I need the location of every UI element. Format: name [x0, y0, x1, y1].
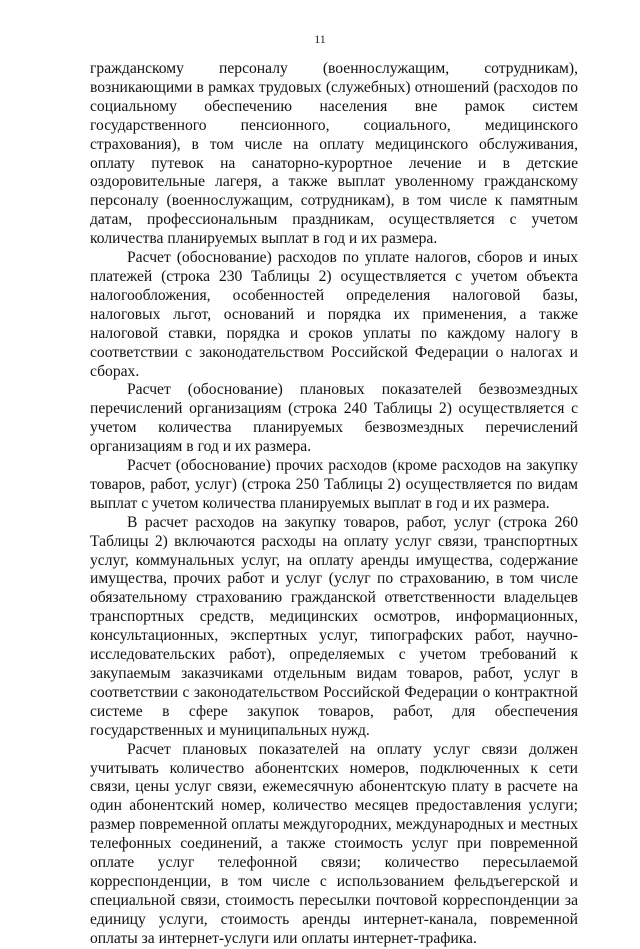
document-body [90, 60, 578, 949]
paragraph-continuation: гражданскому персоналу (военнослужащим, сотрудникам), возникающими в рамках трудовых (служебных) отношений (расходов по социальному обеспечению населения вне рамок систем государственного пенсионного, социального, медицинского страхования), в том числе на оплату медицинского обслуживания, оплату путевок на санаторно-курортное лечение и в детские оздоровительные лагеря, а также выплат уволенному гражданскому персоналу (военнослужащим, сотрудникам), в том числе к памятным датам, профессиональным праздникам, осуществляется с учетом количества планируемых выплат в год и их размера. [90, 60, 578, 248]
paragraph-gratuitous-transfers: Расчет (обоснование) плановых показателей безвозмездных перечислений организациям (строка 240 Таблицы 2) осуществляется с учетом количества планируемых безвозмездных перечислений организациям в год и их размера. [90, 381, 578, 456]
paragraph-communication-services: Расчет плановых показателей на оплату услуг связи должен учитывать количество абонентских номеров, подключенных к сети связи, цены услуг связи, ежемесячную абонентскую плату в расчете на один абонентский номер, количество месяцев предоставления услуги; размер повременной оплаты междугородних, международных и местных телефонных соединений, а также стоимость услуг при повременной оплате услуг телефонной связи; количество пересылаемой корреспонденции, в том числе с использованием фельдъегерской и специальной связи, стоимость пересылки почтовой корреспонденции за единицу услуги, стоимость аренды интернет-канала, повременной оплаты за интернет-услуги или оплаты интернет-трафика. [90, 740, 578, 947]
paragraph-taxes: Расчет (обоснование) расходов по уплате налогов, сборов и иных платежей (строка 230 Таблицы 2) осуществляется с учетом объекта налогообложения, особенностей определения налоговой базы, налоговых льгот, оснований и порядка их применения, а также налоговой ставки, порядка и сроков уплаты по каждому налогу в соответствии с законодательством Российской Федерации о налогах и сборах. [90, 249, 578, 380]
paragraph-other-expenses: Расчет (обоснование) прочих расходов (кроме расходов на закупку товаров, работ, услуг) (строка 250 Таблицы 2) осуществляется по видам выплат с учетом количества планируемых выплат в год и их размера. [90, 457, 578, 512]
page-number: 11 [314, 32, 326, 46]
paragraph-procurement: В расчет расходов на закупку товаров, работ, услуг (строка 260 Таблицы 2) включаются расходы на оплату услуг связи, транспортных услуг, коммунальных услуг, на оплату аренды имущества, содержание имущества, прочих работ и услуг (услуг по страхованию, в том числе обязательному страхованию гражданской ответственности владельцев транспортных средств, медицинских осмотров, информационных, консультационных, экспертных услуг, типографских работ, научно-исследовательских работ), определяемых с учетом требований к закупаемым заказчиками отдельным видам товаров, работ, услуг в соответствии с законодательством Российской Федерации о контрактной системе в сфере закупок товаров, работ, для обеспечения государственных и муниципальных нужд. [90, 513, 578, 739]
